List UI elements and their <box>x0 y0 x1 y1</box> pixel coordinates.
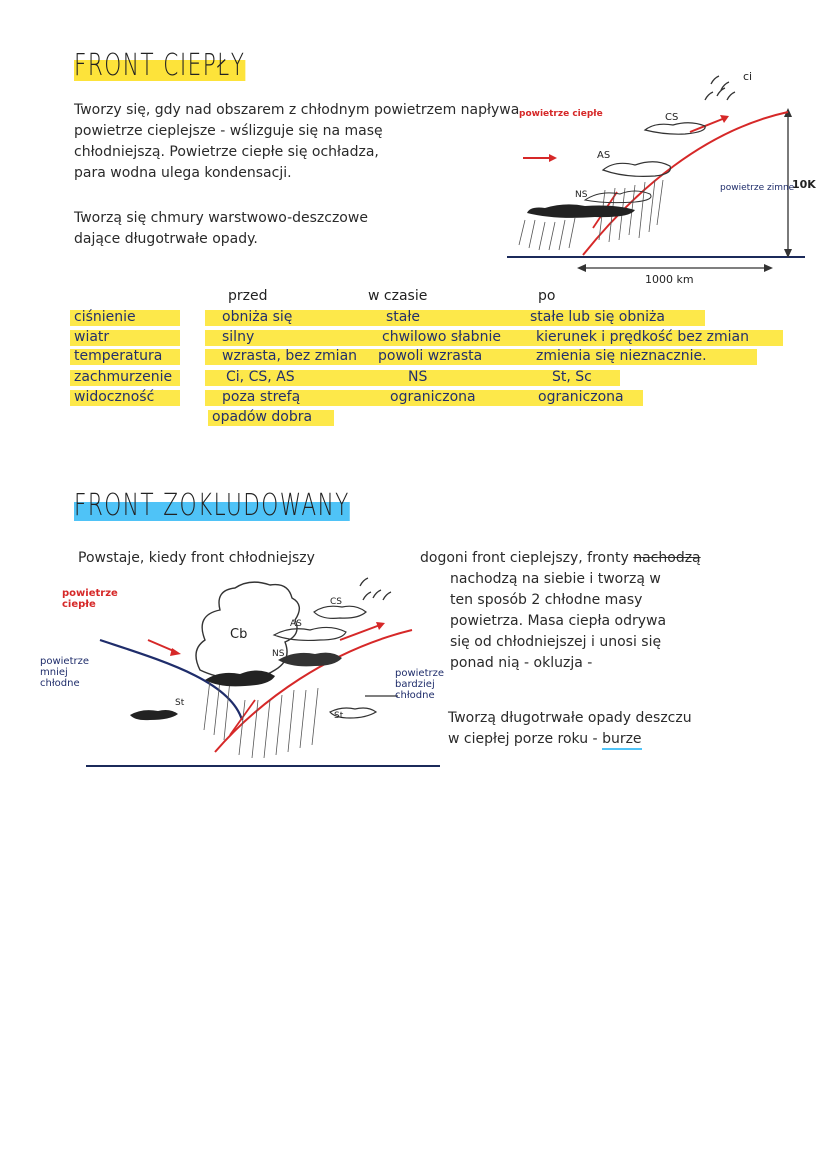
occluded-front-title <box>74 488 350 523</box>
warm-front-line-2: powietrze cieplejsze - wślizguje się na masę <box>74 123 383 139</box>
rain-line-2 <box>448 729 692 750</box>
row-label: wiatr <box>74 329 110 345</box>
label-st-left: St <box>175 698 185 708</box>
header-during: w czasie <box>368 288 428 304</box>
cirrostratus-cloud-shape <box>645 123 705 134</box>
rain-line-2-prefix: w ciepłej porze roku - <box>448 731 598 747</box>
cirrus-marks <box>705 76 735 100</box>
table-row <box>0 347 828 366</box>
cell-after: zmienia się nieznacznie. <box>536 348 707 364</box>
warm-front-description <box>74 100 519 184</box>
label-cb: Cb <box>230 627 248 642</box>
cirrostratus-cloud-shape <box>314 606 366 618</box>
occluded-line-3: ten sposób 2 chłodne masy <box>450 592 643 608</box>
label-cs: CS <box>665 112 679 123</box>
cell-before-line-2: opadów dobra <box>212 409 313 425</box>
occluded-less-cold-label: powietrze mniej chłodne <box>40 656 90 689</box>
label-as: AS <box>290 619 302 629</box>
label-cs: CS <box>330 597 342 607</box>
cell-during: stałe <box>386 309 420 325</box>
rain-line-1: Tworzą długotrwałe opady deszczu <box>448 710 692 726</box>
warm-front-clouds-note <box>74 208 368 250</box>
cell-during: NS <box>408 369 428 385</box>
warm-front-title-text: FRONT CIEPŁY <box>74 48 246 83</box>
label-warm-air: powietrze ciepłe <box>519 109 603 119</box>
label-cold-air: powietrze zimne <box>720 183 795 193</box>
table-row <box>0 368 828 387</box>
occluded-rain-note <box>448 708 692 750</box>
warm-front-title <box>74 48 245 83</box>
table-row <box>0 328 828 347</box>
struck-word: nachodzą <box>633 550 701 566</box>
warm-front-line-1: Tworzy się, gdy nad obszarem z chłodnym powietrzem napływa <box>74 102 520 118</box>
occluded-front-description <box>420 548 701 674</box>
table-row <box>0 308 828 327</box>
cell-after: ograniczona <box>538 389 624 405</box>
stratus-left-cloud-shape <box>130 710 178 720</box>
warm-air-arrow <box>549 154 557 162</box>
cumulonimbus-cloud-shape <box>196 582 299 677</box>
cell-during: chwilowo słabnie <box>382 329 501 345</box>
nimbostratus-cloud-shape <box>278 653 342 667</box>
row-label: temperatura <box>74 348 163 364</box>
cell-before: poza strefą <box>222 389 301 405</box>
occluded-warm-air-label: powietrze ciepłe <box>62 588 118 610</box>
occluded-line-4: powietrza. Masa ciepła odrywa <box>450 613 667 629</box>
label-st-right: St <box>334 711 344 721</box>
cell-during: powoli wzrasta <box>378 348 483 364</box>
altostratus-cloud-shape <box>274 627 346 640</box>
cell-during: ograniczona <box>390 389 476 405</box>
label-ns: NS <box>575 190 588 200</box>
warm-front-diagram-svg <box>505 70 820 290</box>
label-height: 10K <box>792 178 816 191</box>
row-label: widoczność <box>74 389 155 405</box>
stratus-cloud-shape <box>527 204 635 218</box>
label-distance: 1000 km <box>645 273 694 286</box>
row-label: ciśnienie <box>74 309 136 325</box>
cirrus-marks <box>360 578 391 600</box>
label-as: AS <box>597 150 611 161</box>
warm-front-line-4: para wodna ulega kondensacji. <box>74 165 292 181</box>
occluded-line-2: nachodzą na siebie i tworzą w <box>450 571 661 587</box>
cell-after: kierunek i prędkość bez zmian <box>536 329 750 345</box>
occluded-line-1: dogoni front cieplejszy, fronty nachodzą <box>420 550 701 566</box>
cell-before: wzrasta, bez zmian <box>222 348 358 364</box>
header-before: przed <box>228 288 268 304</box>
label-ns: NS <box>272 649 285 659</box>
storm-word: burze <box>602 731 641 750</box>
occluded-colder-label: powietrze bardziej chłodne <box>395 668 445 701</box>
occluded-line-6: ponad nią - okluzja - <box>450 655 593 671</box>
row-label: zachmurzenie <box>74 369 173 385</box>
cell-after: stałe lub się obniża <box>530 309 665 325</box>
warm-front-line-3: chłodniejszą. Powietrze ciepłe się ochładza, <box>74 144 379 160</box>
cell-before: silny <box>222 329 255 345</box>
label-ci: ci <box>743 70 753 83</box>
header-after: po <box>538 288 556 304</box>
cell-after: St, Sc <box>552 369 592 385</box>
occluded-line-5: się od chłodniejszej i unosi się <box>450 634 662 650</box>
cell-before: Ci, CS, AS <box>226 369 295 385</box>
warm-front-diagram <box>505 70 820 290</box>
altostratus-cloud-shape <box>603 162 670 177</box>
warm-front-clouds-line-2: dające długotrwałe opady. <box>74 231 258 247</box>
table-row-continuation <box>0 408 828 427</box>
cell-before: obniża się <box>222 309 293 325</box>
table-row <box>0 388 828 407</box>
occluded-front-intro: Powstaje, kiedy front chłodniejszy <box>78 550 315 566</box>
occluded-front-title-text: FRONT ZOKLUDOWANY <box>74 488 350 523</box>
warm-front-clouds-line-1: Tworzą się chmury warstwowo-deszczowe <box>74 210 368 226</box>
